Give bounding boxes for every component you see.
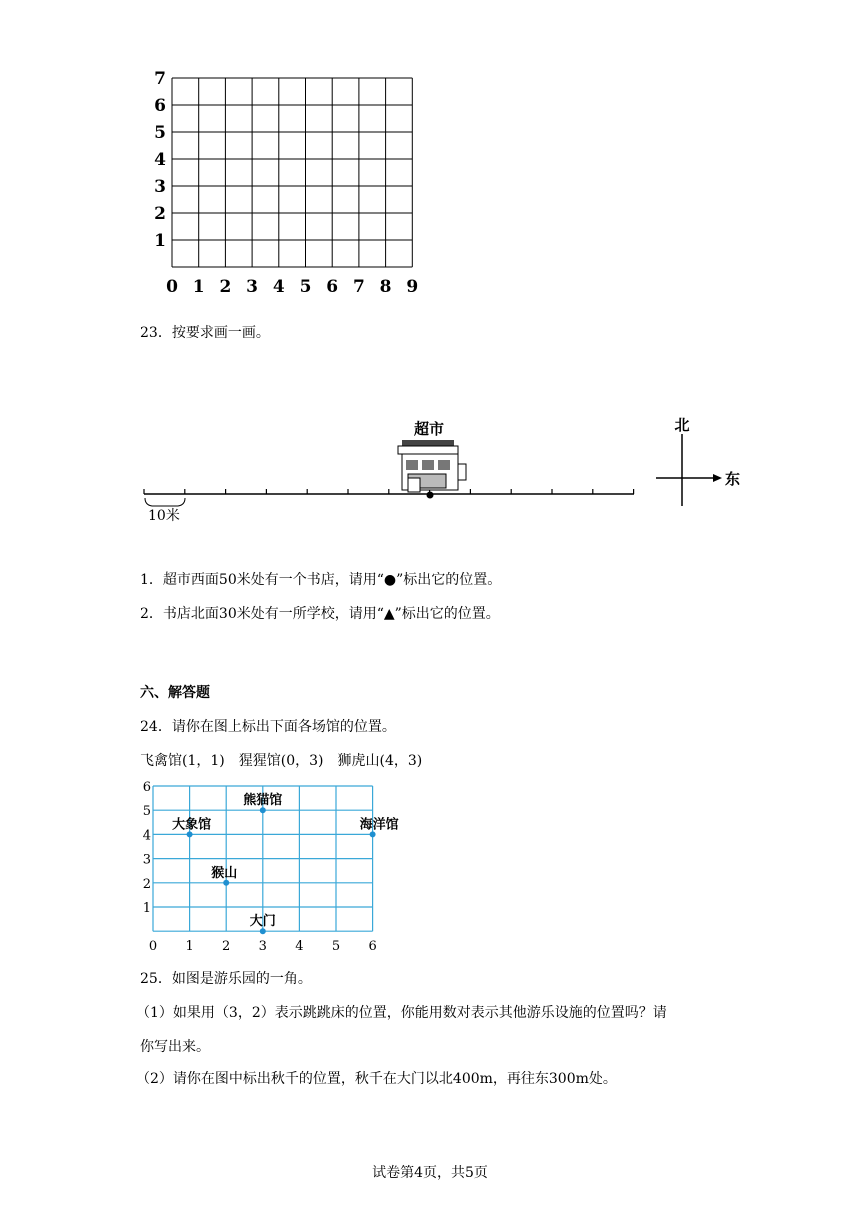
scale-label: 10米 bbox=[148, 508, 180, 524]
x-tick-label: 6 bbox=[326, 277, 339, 295]
page-footer: 试卷第4页，共5页 bbox=[372, 1165, 488, 1181]
map-x-tick-label: 3 bbox=[258, 939, 267, 951]
map-y-tick-label: 5 bbox=[142, 804, 151, 820]
question-25-item-1-line-2: 你写出来。 bbox=[140, 1039, 210, 1055]
map-x-tick-label: 2 bbox=[222, 939, 231, 951]
x-tick-label: 5 bbox=[299, 277, 312, 295]
x-tick-label: 9 bbox=[406, 277, 419, 295]
venue-label: 猴山 bbox=[211, 865, 238, 881]
map-y-tick-label: 2 bbox=[142, 876, 151, 892]
y-tick-label: 2 bbox=[154, 204, 166, 224]
venue-map-grid bbox=[136, 776, 406, 951]
venue-label: 海洋馆 bbox=[359, 817, 399, 833]
question-23-title: 23．按要求画一画。 bbox=[140, 325, 270, 341]
map-x-tick-label: 1 bbox=[185, 939, 194, 951]
map-y-tick-label: 1 bbox=[142, 901, 151, 916]
venue-label: 大门 bbox=[249, 914, 276, 930]
y-tick-label: 7 bbox=[154, 70, 166, 89]
y-tick-label: 1 bbox=[154, 231, 166, 251]
y-tick-label: 5 bbox=[154, 123, 166, 143]
question-23-item-1: 1．超市西面50米处有一个书店，请用“●”标出它的位置。 bbox=[140, 572, 502, 588]
x-tick-label: 2 bbox=[219, 277, 232, 295]
y-tick-label: 6 bbox=[154, 96, 166, 116]
map-y-tick-label: 4 bbox=[142, 828, 151, 844]
number-line-figure bbox=[140, 410, 750, 525]
map-x-tick-label: 0 bbox=[148, 939, 158, 951]
map-x-tick-label: 5 bbox=[331, 939, 341, 951]
question-23-item-2: 2．书店北面30米处有一所学校，请用“▲”标出它的位置。 bbox=[140, 606, 500, 622]
x-tick-label: 7 bbox=[352, 277, 365, 295]
question-25-title: 25．如图是游乐园的一角。 bbox=[140, 971, 312, 987]
east-label: 东 bbox=[725, 470, 741, 488]
scale-bracket bbox=[145, 498, 185, 506]
section-6-title: 六、解答题 bbox=[140, 685, 210, 701]
north-label: 北 bbox=[674, 416, 690, 434]
map-x-tick-label: 6 bbox=[368, 939, 377, 951]
x-tick-label: 0 bbox=[166, 277, 178, 295]
question-25-item-2: （2）请你在图中标出秋千的位置，秋千在大门以北400m，再往东300m处。 bbox=[136, 1071, 617, 1087]
venue-label: 熊猫馆 bbox=[243, 793, 283, 809]
question-24-venues: 飞禽馆(1，1) 猩猩馆(0，3) 狮虎山(4，3) bbox=[140, 753, 423, 769]
supermarket-icon bbox=[398, 440, 466, 492]
map-y-tick-label: 3 bbox=[142, 852, 151, 868]
x-tick-label: 3 bbox=[246, 277, 259, 295]
x-tick-label: 4 bbox=[272, 277, 285, 295]
map-x-tick-label: 4 bbox=[295, 939, 304, 951]
supermarket-label: 超市 bbox=[413, 420, 445, 438]
y-tick-label: 4 bbox=[154, 150, 166, 170]
x-tick-label: 1 bbox=[192, 277, 205, 295]
question-25-item-1-line-1: （1）如果用（3，2）表示跳跳床的位置，你能用数对表示其他游乐设施的位置吗？请 bbox=[136, 1005, 667, 1021]
question-24-title: 24．请你在图上标出下面各场馆的位置。 bbox=[140, 719, 396, 735]
y-tick-label: 3 bbox=[154, 177, 166, 197]
compass-icon bbox=[656, 434, 722, 506]
coordinate-grid-1 bbox=[140, 70, 440, 295]
supermarket-point bbox=[427, 492, 434, 499]
map-y-tick-label: 6 bbox=[142, 780, 151, 795]
venue-label: 大象馆 bbox=[172, 817, 212, 833]
x-tick-label: 8 bbox=[379, 277, 392, 295]
